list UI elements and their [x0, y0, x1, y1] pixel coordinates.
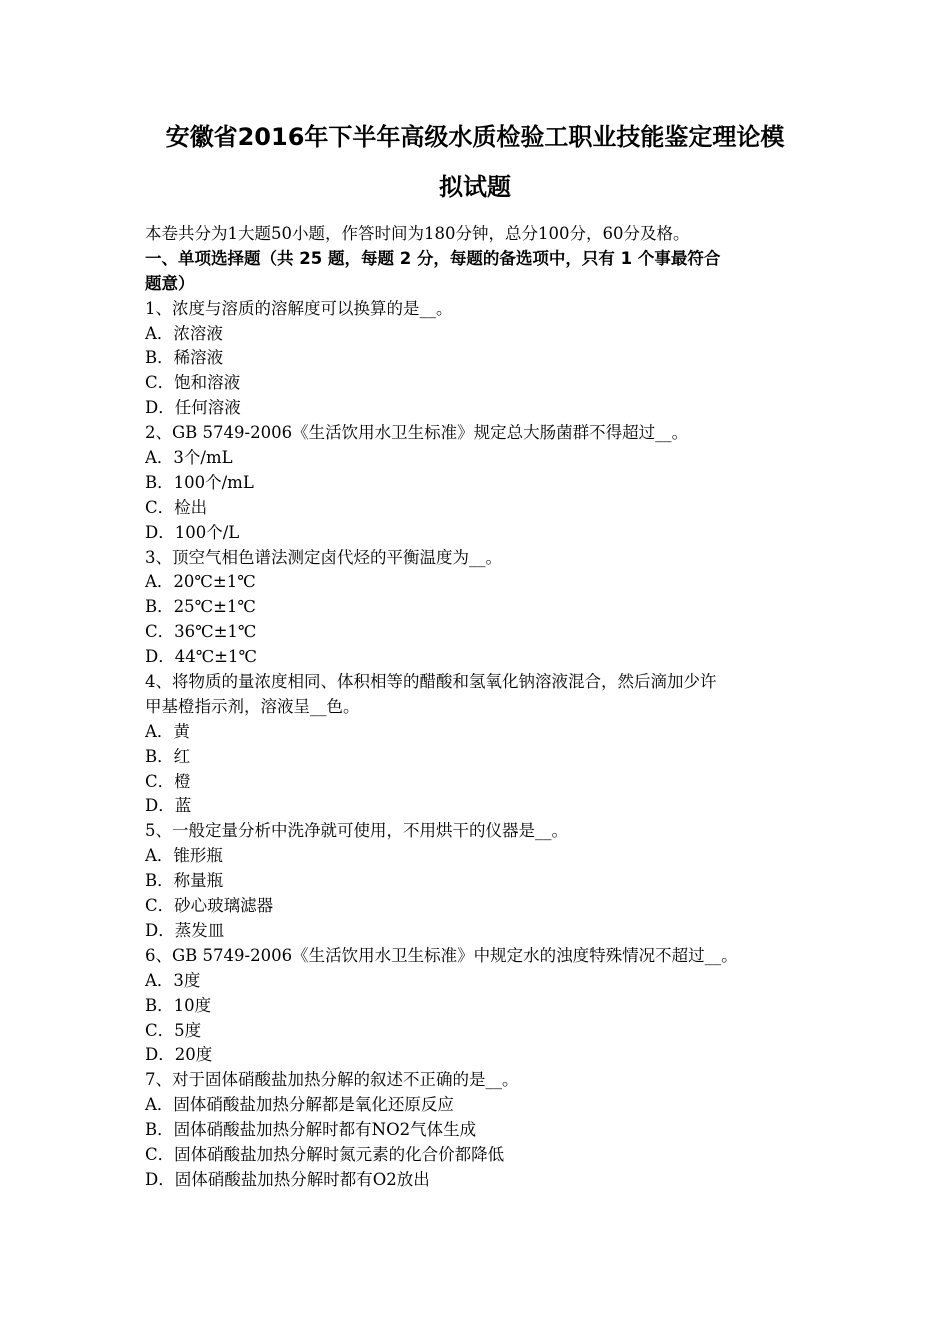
document-body [145, 222, 810, 1193]
answer-option: D．固体硝酸盐加热分解时都有O2放出 [145, 1169, 430, 1189]
answer-option: D．蓝 [145, 796, 192, 816]
answer-option: B．固体硝酸盐加热分解时都有NO2气体生成 [145, 1120, 477, 1140]
answer-option: A．20℃±1℃ [145, 572, 256, 592]
question-block [145, 819, 810, 943]
answer-option: C．固体硝酸盐加热分解时氮元素的化合价都降低 [145, 1144, 505, 1164]
answer-option: C．5度 [145, 1020, 202, 1040]
answer-option: C．饱和溶液 [145, 373, 241, 393]
answer-option: B．稀溶液 [145, 348, 224, 368]
document-title-line-1: 安徽省2016年下半年高级水质检验工职业技能鉴定理论模 [165, 123, 785, 151]
question-block [145, 421, 810, 545]
question-block [145, 1068, 810, 1192]
answer-option: D．100个/L [145, 522, 240, 542]
answer-option: C．橙 [145, 771, 191, 791]
question-stem: 甲基橙指示剂，溶液呈__色。 [145, 696, 360, 716]
section-heading-continued: 题意） [145, 273, 195, 293]
answer-option: A．锥形瓶 [145, 846, 223, 866]
answer-option: A．3个/mL [145, 448, 233, 468]
question-stem: 4、将物质的量浓度相同、体积相等的醋酸和氢氧化钠溶液混合，然后滴加少许 [145, 672, 717, 692]
answer-option: B．红 [145, 746, 191, 766]
question-stem: 1、浓度与溶质的溶解度可以换算的是__。 [145, 298, 453, 318]
answer-option: D．任何溶液 [145, 398, 241, 418]
exam-intro: 本卷共分为1大题50小题，作答时间为180分钟，总分100分，60分及格。 [145, 224, 690, 243]
answer-option: D．蒸发皿 [145, 920, 225, 940]
answer-option: B．100个/mL [145, 472, 254, 492]
question-block [145, 546, 810, 670]
question-stem: 6、GB 5749-2006《生活饮用水卫生标准》中规定水的浊度特殊情况不超过__。 [145, 945, 738, 965]
question-stem: 3、顶空气相色谱法测定卤代烃的平衡温度为__。 [145, 547, 502, 567]
answer-option: A．浓溶液 [145, 323, 223, 343]
answer-option: A．固体硝酸盐加热分解都是氧化还原反应 [145, 1095, 454, 1115]
answer-option: C．砂心玻璃滤器 [145, 896, 274, 916]
question-stem: 5、一般定量分析中洗净就可使用，不用烘干的仪器是__。 [145, 821, 568, 841]
question-list [145, 297, 810, 1193]
question-block [145, 297, 810, 421]
answer-option: B．25℃±1℃ [145, 597, 256, 617]
question-stem: 2、GB 5749-2006《生活饮用水卫生标准》规定总大肠菌群不得超过__。 [145, 423, 689, 443]
answer-option: A．3度 [145, 970, 201, 990]
answer-option: C．36℃±1℃ [145, 622, 257, 642]
answer-option: B．称量瓶 [145, 871, 224, 891]
answer-option: B．10度 [145, 995, 212, 1015]
answer-option: D．44℃±1℃ [145, 647, 257, 667]
answer-option: A．黄 [145, 721, 190, 741]
section-heading: 一、单项选择题（共 25 题，每题 2 分，每题的备选项中，只有 1 个事最符合 [145, 248, 721, 268]
document-title-line-2: 拟试题 [439, 173, 511, 201]
answer-option: D．20度 [145, 1045, 213, 1065]
question-block [145, 670, 810, 819]
question-block [145, 944, 810, 1068]
answer-option: C．检出 [145, 497, 208, 517]
question-stem: 7、对于固体硝酸盐加热分解的叙述不正确的是__。 [145, 1070, 519, 1090]
